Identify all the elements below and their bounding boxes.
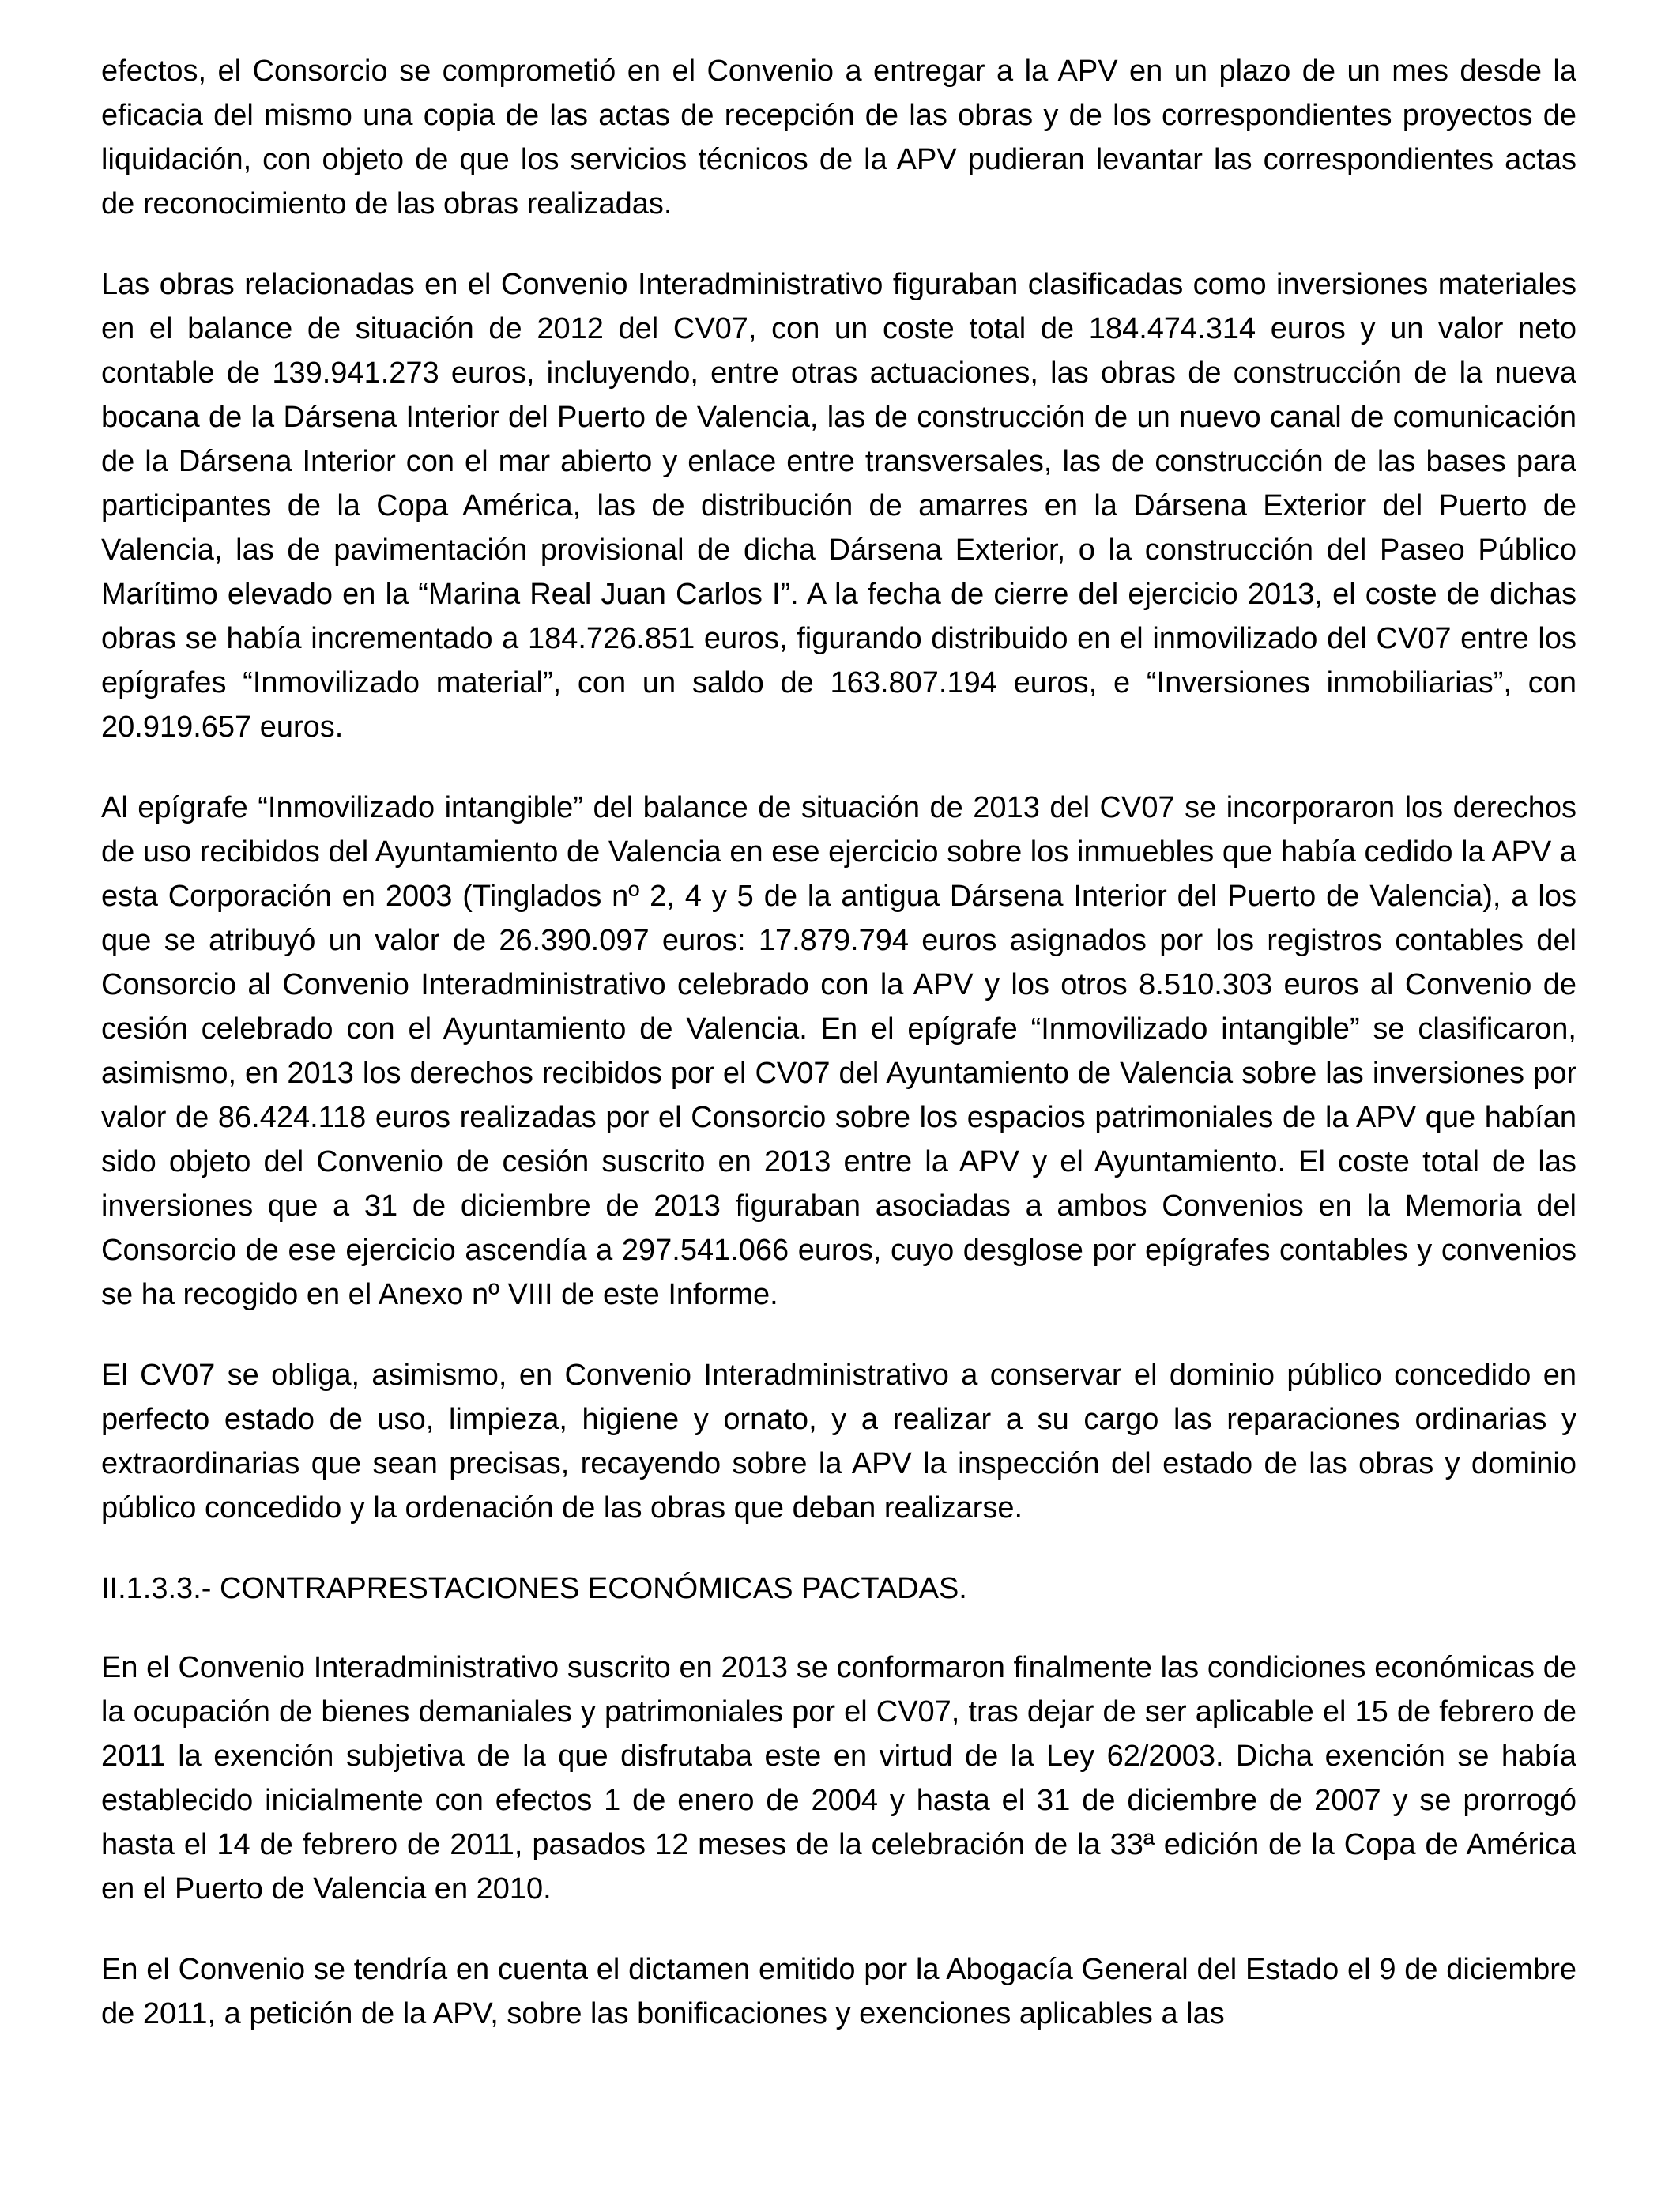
section-heading: II.1.3.3.- CONTRAPRESTACIONES ECONÓMICAS PACTADAS. (101, 1572, 967, 1605)
paragraph-inversiones-materiales: Las obras relacionadas en el Convenio Interadministrativo figuraban clasificadas como inversiones materiales en el balance de situación de 2012 del CV07, con un coste total de 184.474.314 euros y un valor neto contable de 139.941.273 euros, incluyendo, entre otras actuaciones, las obras de construcción de la nueva bocana de la Dársena Interior del Puerto de Valencia, las de construcción de un nuevo canal de comunicación de la Dársena Interior con el mar abierto y enlace entre transversales, las de construcción de las bases para participantes de la Copa América, las de distribución de amarres en la Dársena Exterior del Puerto de Valencia, las de pavimentación provisional de dicha Dársena Exterior, o la construcción del Paseo Público Marítimo elevado en la “Marina Real Juan Carlos I”. A la fecha de cierre del ejercicio 2013, el coste de dichas obras se había incrementado a 184.726.851 euros, figurando distribuido en el inmovilizado del CV07 entre los epígrafes “Inmovilizado material”, con un saldo de 163.807.194 euros, e “Inversiones inmobiliarias”, con 20.919.657 euros. (101, 268, 1576, 744)
paragraph-dictamen-abogacia: En el Convenio se tendría en cuenta el dictamen emitido por la Abogacía General del Estado el 9 de diciembre de 2011, a petición de la APV, sobre las bonificaciones y exenciones aplicables a las (101, 1953, 1576, 2030)
paragraph-condiciones-economicas: En el Convenio Interadministrativo suscrito en 2013 se conformaron finalmente las condiciones económicas de la ocupación de bienes demaniales y patrimoniales por el CV07, tras dejar de ser aplicable el 15 de febrero de 2011 la exención subjetiva de la que disfrutaba este en virtud de la Ley 62/2003. Dicha exención se había establecido inicialmente con efectos 1 de enero de 2004 y hasta el 31 de diciembre de 2007 y se prorrogó hasta el 14 de febrero de 2011, pasados 12 meses de la celebración de la 33ª edición de la Copa de América en el Puerto de Valencia en 2010. (101, 1651, 1576, 1906)
paragraph-inmovilizado-intangible: Al epígrafe “Inmovilizado intangible” del balance de situación de 2013 del CV07 se incorporaron los derechos de uso recibidos del Ayuntamiento de Valencia en ese ejercicio sobre los inmuebles que había cedido la APV a esta Corporación en 2003 (Tinglados nº 2, 4 y 5 de la antigua Dársena Interior del Puerto de Valencia), a los que se atribuyó un valor de 26.390.097 euros: 17.879.794 euros asignados por los registros contables del Consorcio al Convenio Interadministrativo celebrado con la APV y los otros 8.510.303 euros al Convenio de cesión celebrado con el Ayuntamiento de Valencia. En el epígrafe “Inmovilizado intangible” se clasificaron, asimismo, en 2013 los derechos recibidos por el CV07 del Ayuntamiento de Valencia sobre las inversiones por valor de 86.424.118 euros realizadas por el Consorcio sobre los espacios patrimoniales de la APV que habían sido objeto del Convenio de cesión suscrito en 2013 entre la APV y el Ayuntamiento. El coste total de las inversiones que a 31 de diciembre de 2013 figuraban asociadas a ambos Convenios en la Memoria del Consorcio de ese ejercicio ascendía a 297.541.066 euros, cuyo desglose por epígrafes contables y convenios se ha recogido en el Anexo nº VIII de este Informe. (101, 791, 1576, 1311)
paragraph-obras-recepcion: efectos, el Consorcio se comprometió en el Convenio a entregar a la APV en un plazo de un mes desde la eficacia del mismo una copia de las actas de recepción de las obras y de los correspondientes proyectos de liquidación, con objeto de que los servicios técnicos de la APV pudieran levantar las correspondientes actas de reconocimiento de las obras realizadas. (101, 55, 1576, 221)
document-page (101, 49, 1576, 2036)
paragraph-conservacion-dominio: El CV07 se obliga, asimismo, en Convenio Interadministrativo a conservar el dominio público concedido en perfecto estado de uso, limpieza, higiene y ornato, y a realizar a su cargo las reparaciones ordinarias y extraordinarias que sean precisas, recayendo sobre la APV la inspección del estado de las obras y dominio público concedido y la ordenación de las obras que deban realizarse. (101, 1359, 1576, 1525)
